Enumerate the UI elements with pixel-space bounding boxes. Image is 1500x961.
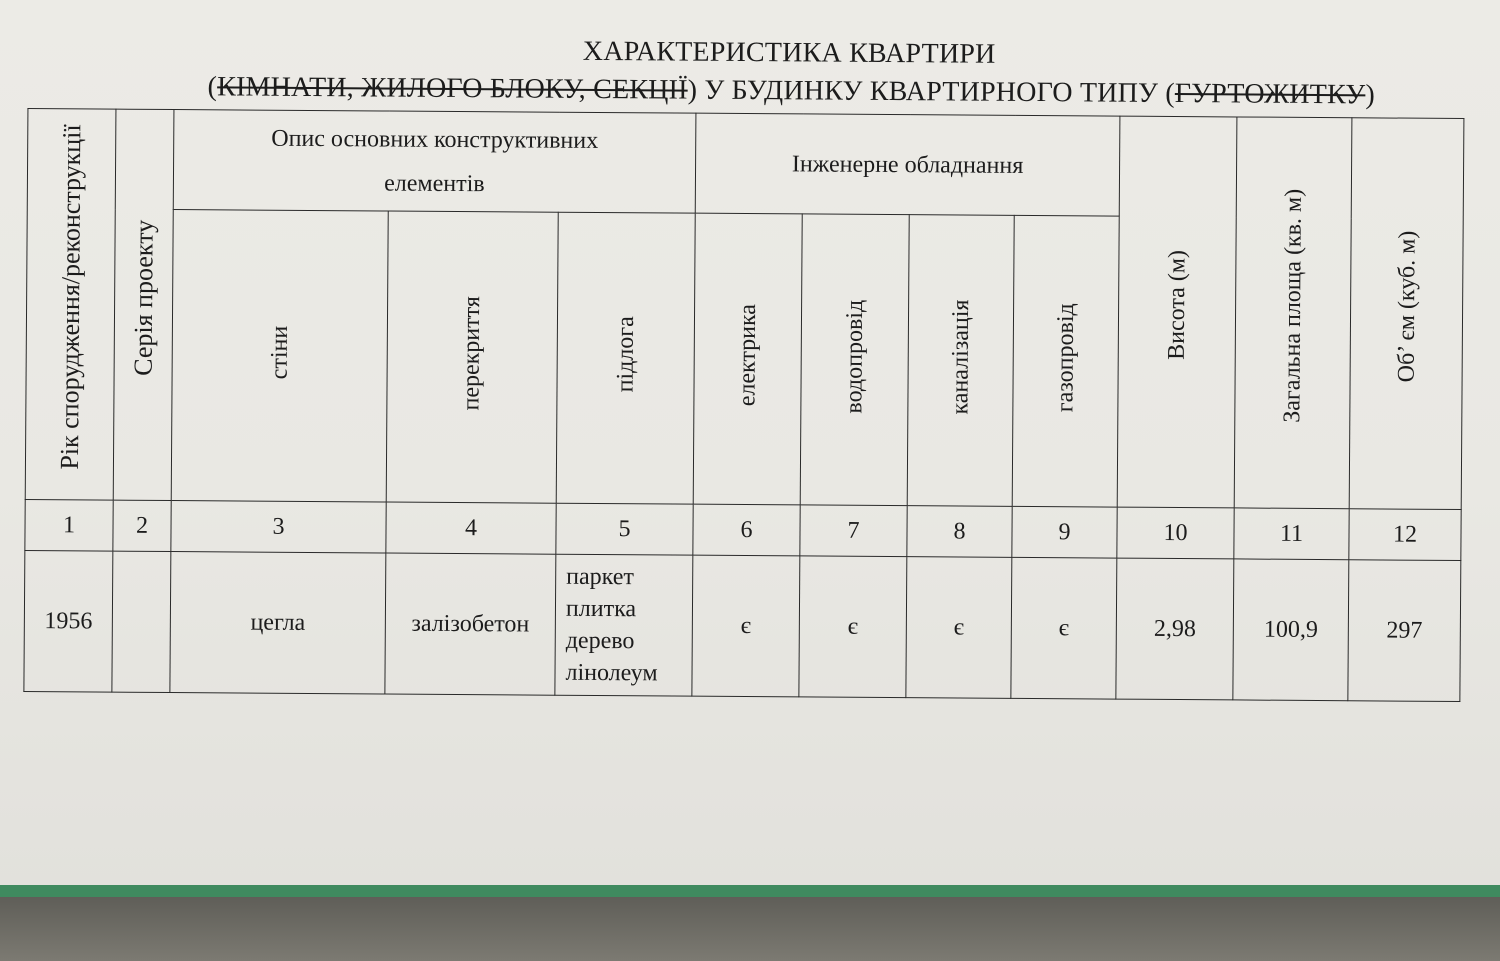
cell-height: 2,98 bbox=[1116, 558, 1234, 700]
header-area: Загальна площа (кв. м) bbox=[1234, 117, 1352, 509]
table-row bbox=[24, 550, 1461, 701]
form-subtitle: (КІМНАТИ, ЖИЛОГО БЛОКУ, СЕКЦІЇ) У БУДИНКУ КВАРТИРНОГО ТИПУ (ГУРТОЖИТКУ) bbox=[207, 71, 1376, 111]
header-sewer: каналізація bbox=[907, 215, 1014, 507]
column-number: 10 bbox=[1117, 507, 1234, 559]
characteristics-table bbox=[23, 108, 1464, 702]
header-engineering-group: Інженерне обладнання bbox=[695, 113, 1120, 216]
floor-item: паркет bbox=[566, 563, 634, 591]
column-number: 1 bbox=[25, 499, 113, 551]
column-number: 9 bbox=[1012, 506, 1117, 558]
cell-water: є bbox=[799, 556, 907, 698]
column-number: 7 bbox=[800, 505, 907, 557]
column-number: 4 bbox=[386, 502, 556, 554]
cell-series bbox=[112, 551, 171, 692]
column-number: 6 bbox=[693, 504, 800, 556]
column-number: 3 bbox=[171, 501, 386, 553]
form-title: ХАРАКТЕРИСТИКА КВАРТИРИ bbox=[582, 35, 996, 70]
header-height: Висота (м) bbox=[1117, 116, 1237, 508]
header-water: водопровід bbox=[800, 214, 909, 506]
column-number: 11 bbox=[1234, 508, 1349, 560]
struck-out-text: ГУРТОЖИТКУ bbox=[1174, 78, 1366, 111]
cell-floor bbox=[555, 554, 693, 696]
cell-sewer: є bbox=[906, 557, 1012, 699]
header-ceilings: перекриття bbox=[386, 211, 558, 503]
header-series: Серія проекту bbox=[113, 109, 174, 500]
header-electric: електрика bbox=[693, 213, 802, 505]
cell-area: 100,9 bbox=[1233, 559, 1349, 701]
floor-item: лінолеум bbox=[565, 659, 658, 687]
header-floor: підлога bbox=[556, 212, 695, 504]
cell-ceilings: залізобетон bbox=[385, 553, 556, 695]
cell-electric: є bbox=[692, 555, 800, 697]
header-structural-group: Опис основних конструктивних елементів bbox=[173, 110, 696, 214]
cell-year: 1956 bbox=[24, 550, 113, 692]
header-year: Рік спорудження/реконструкції bbox=[25, 109, 116, 501]
cell-walls: цегла bbox=[170, 552, 386, 694]
header-volume: Об’ єм (куб. м) bbox=[1349, 118, 1464, 510]
header-gas: газопровід bbox=[1012, 215, 1119, 507]
column-number: 12 bbox=[1349, 509, 1461, 561]
cell-volume: 297 bbox=[1348, 560, 1461, 702]
column-number: 2 bbox=[113, 500, 171, 551]
floor-item: дерево bbox=[565, 627, 635, 655]
struck-out-text: КІМНАТИ, ЖИЛОГО БЛОКУ, СЕКЦІЇ bbox=[217, 71, 688, 106]
folder-green-edge bbox=[0, 885, 1500, 897]
column-number: 5 bbox=[556, 503, 693, 555]
floor-item: плитка bbox=[565, 595, 637, 623]
column-number: 8 bbox=[907, 506, 1012, 558]
cell-gas: є bbox=[1011, 557, 1117, 699]
header-walls: стіни bbox=[171, 210, 388, 502]
background-surface bbox=[0, 897, 1500, 961]
